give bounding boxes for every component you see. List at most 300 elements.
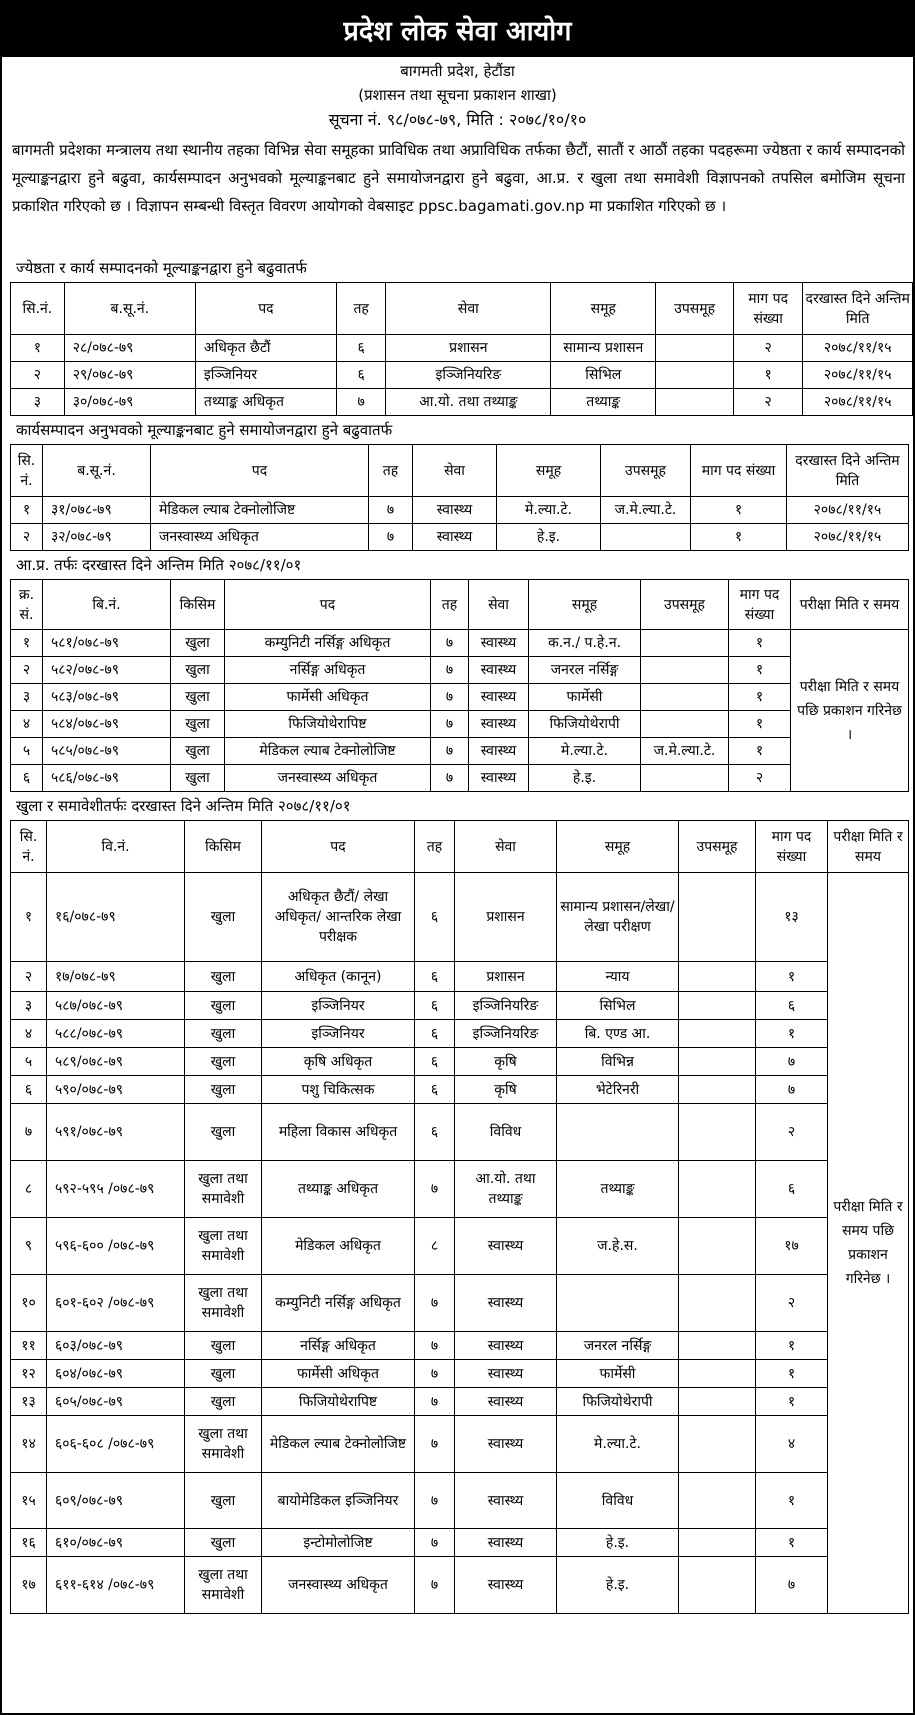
cell-subgroup: [679, 1473, 756, 1529]
cell-notice-no: ३२/०७८-७९: [43, 524, 151, 551]
cell-serial: १४: [11, 1416, 47, 1473]
cell-post: मेडिकल ल्याब टेक्नोलोजिष्ट: [225, 738, 431, 765]
cell-subgroup: [679, 1529, 756, 1557]
cell-service: स्वास्थ्य: [455, 1218, 557, 1275]
cell-post: अधिकृत (कानून): [262, 962, 415, 992]
col-header-service: सेवा: [469, 580, 529, 630]
cell-vacancies: ६: [756, 992, 828, 1020]
cell-notice-no: ३०/०७८-७९: [64, 389, 195, 416]
cell-post: बायोमेडिकल इञ्जिनियर: [262, 1473, 415, 1529]
cell-type: खुला: [185, 1048, 262, 1076]
cell-type: खुला: [185, 1104, 262, 1161]
cell-service: स्वास्थ्य: [469, 738, 529, 765]
cell-ad-no: ६०३/०७८-७९: [47, 1332, 185, 1360]
cell-level: ७: [431, 711, 469, 738]
col-header-service: सेवा: [455, 821, 557, 873]
cell-level: ७: [415, 1473, 455, 1529]
col-header-service: सेवा: [386, 283, 551, 335]
cell-group: सिभिल: [551, 362, 656, 389]
cell-subgroup: [679, 1076, 756, 1104]
cell-level: ७: [415, 1557, 455, 1614]
cell-service: स्वास्थ्य: [455, 1388, 557, 1416]
cell-type: खुला: [171, 657, 225, 684]
cell-ad-no: ५८९/०७८-७९: [47, 1048, 185, 1076]
cell-level: ७: [369, 524, 413, 551]
cell-type: खुला तथा समावेशी: [185, 1161, 262, 1218]
cell-type: खुला: [185, 1529, 262, 1557]
cell-level: ७: [415, 1529, 455, 1557]
cell-type: खुला: [185, 1473, 262, 1529]
cell-subgroup: [641, 684, 729, 711]
cell-serial: ११: [11, 1332, 47, 1360]
cell-vacancies: १: [729, 738, 791, 765]
cell-vacancies: १: [756, 962, 828, 992]
cell-post: तथ्याङ्क अधिकृत: [262, 1161, 415, 1218]
page-title: प्रदेश लोक सेवा आयोग: [2, 2, 913, 57]
cell-serial: ९: [11, 1218, 47, 1275]
col-header-vacancies: माग पद संख्या: [691, 445, 787, 497]
table-row: [11, 497, 909, 524]
cell-type: खुला तथा समावेशी: [185, 1275, 262, 1332]
cell-serial: १: [11, 873, 47, 962]
col-header-vacancies: माग पद संख्या: [733, 283, 803, 335]
cell-ad-no: १६/०७८-७९: [47, 873, 185, 962]
col-header-ad-no: बि.नं.: [43, 580, 171, 630]
cell-serial: १३: [11, 1388, 47, 1416]
cell-post: इञ्जिनियर: [262, 1020, 415, 1048]
table-row: [11, 1104, 909, 1161]
col-header-ad-no: वि.नं.: [47, 821, 185, 873]
cell-vacancies: ६: [756, 1161, 828, 1218]
cell-post: कम्युनिटी नर्सिङ्ग अधिकृत: [262, 1275, 415, 1332]
cell-subgroup: [656, 362, 734, 389]
cell-group: फिजियोथेरापी: [529, 711, 641, 738]
cell-serial: २: [11, 362, 65, 389]
cell-service: प्रशासन: [455, 962, 557, 992]
internal-competition-table: [10, 579, 909, 792]
cell-serial: २: [11, 524, 43, 551]
cell-type: खुला तथा समावेशी: [185, 1218, 262, 1275]
cell-serial: ५: [11, 1048, 47, 1076]
cell-service: आ.यो. तथा तथ्याङ्क: [386, 389, 551, 416]
cell-group: हे.इ.: [557, 1557, 679, 1614]
intro-paragraph: बागमती प्रदेशका मन्त्रालय तथा स्थानीय तहका विभिन्न सेवा समूहका प्राविधिक तथा अप्राविधिक तर्फका छैटौं, सातौं र आठौं तहका पदहरूमा ज्येष्ठता र कार्य सम्पादनको मूल्याङ्कनद्वारा हुने बढुवा, कार्यसम्पादन अनुभवको मूल्याङ्कनबाट हुने समायोजनद्वारा हुने बढुवा, आ.प्र. र खुला तथा समावेशी विज्ञापनको तपसिल बमोजिम सूचना प्रकाशित गरिएको छ । विज्ञापन सम्बन्धी विस्तृत विवरण आयोगको वेबसाइट ppsc.bagamati.gov.np मा प्रकाशित गरिएको छ ।: [12, 141, 905, 215]
cell-subgroup: [679, 962, 756, 992]
cell-serial: १: [11, 335, 65, 362]
cell-deadline: २०७८/११/१५: [803, 389, 913, 416]
open-inclusive-table: [10, 820, 909, 1614]
cell-vacancies: १: [733, 362, 803, 389]
cell-subgroup: [679, 873, 756, 962]
cell-post: नर्सिङ्ग अधिकृत: [262, 1332, 415, 1360]
cell-vacancies: १: [756, 1388, 828, 1416]
cell-serial: १६: [11, 1529, 47, 1557]
cell-level: ६: [415, 962, 455, 992]
cell-post: अधिकृत छैटौं/ लेखा अधिकृत/ आन्तरिक लेखा परीक्षक: [262, 873, 415, 962]
cell-level: ७: [369, 497, 413, 524]
table-row: [11, 1020, 909, 1048]
cell-subgroup: [679, 1416, 756, 1473]
cell-deadline: २०७८/११/१५: [803, 335, 913, 362]
cell-service: स्वास्थ्य: [469, 684, 529, 711]
cell-vacancies: २: [733, 389, 803, 416]
col-header-subgroup: उपसमूह: [656, 283, 734, 335]
cell-subgroup: [679, 992, 756, 1020]
cell-level: ७: [431, 684, 469, 711]
cell-serial: ४: [11, 1020, 47, 1048]
cell-ad-no: ५८७/०७८-७९: [47, 992, 185, 1020]
cell-serial: ३: [11, 684, 43, 711]
cell-level: ६: [415, 873, 455, 962]
cell-post: पशु चिकित्सक: [262, 1076, 415, 1104]
col-header-post: पद: [225, 580, 431, 630]
cell-service: प्रशासन: [386, 335, 551, 362]
cell-level: ७: [431, 630, 469, 657]
cell-subgroup: [656, 389, 734, 416]
cell-ad-no: ६११-६१४ /०७८-७९: [47, 1557, 185, 1614]
cell-service: इञ्जिनियरिङ: [455, 1020, 557, 1048]
cell-service: आ.यो. तथा तथ्याङ्क: [455, 1161, 557, 1218]
col-header-level: तह: [336, 283, 386, 335]
table-row: [11, 362, 913, 389]
section4-title: खुला र समावेशीतर्फः दरखास्त दिने अन्तिम मिति २०७८/११/०१: [16, 797, 351, 815]
cell-serial: ४: [11, 711, 43, 738]
adjustment-promotion-table: [10, 444, 909, 551]
cell-service: प्रशासन: [455, 873, 557, 962]
cell-subgroup: [679, 1360, 756, 1388]
cell-subgroup: [679, 1161, 756, 1218]
cell-serial: १५: [11, 1473, 47, 1529]
cell-post: मेडिकल अधिकृत: [262, 1218, 415, 1275]
cell-vacancies: १३: [756, 873, 828, 962]
cell-vacancies: १: [756, 1360, 828, 1388]
col-header-serial: सि. नं.: [11, 445, 43, 497]
cell-subgroup: ज.मे.ल्या.टे.: [601, 497, 691, 524]
cell-subgroup: [679, 1275, 756, 1332]
cell-type: खुला तथा समावेशी: [185, 1416, 262, 1473]
cell-subgroup: [679, 1218, 756, 1275]
cell-service: कृषि: [455, 1076, 557, 1104]
col-header-serial: सि. नं.: [11, 821, 47, 873]
office-branch: (प्रशासन तथा सूचना प्रकाशन शाखा): [358, 86, 557, 104]
cell-level: ७: [415, 1275, 455, 1332]
cell-type: खुला: [171, 738, 225, 765]
cell-type: खुला: [171, 765, 225, 792]
cell-service: स्वास्थ्य: [455, 1332, 557, 1360]
col-header-type: किसिम: [171, 580, 225, 630]
office-name: बागमती प्रदेश, हेटौंडा: [400, 62, 515, 80]
table-row: [11, 524, 909, 551]
col-header-serial: सि.नं.: [11, 283, 65, 335]
cell-group: मे.ल्या.टे.: [557, 1416, 679, 1473]
notice-header: [2, 59, 913, 132]
table-row: [11, 1048, 909, 1076]
cell-group: बि. एण्ड आ.: [557, 1020, 679, 1048]
col-header-type: किसिम: [185, 821, 262, 873]
table-row: [11, 1332, 909, 1360]
col-header-group: समूह: [551, 283, 656, 335]
cell-type: खुला: [185, 1332, 262, 1360]
col-header-exam-date: परीक्षा मिति र समय: [791, 580, 909, 630]
cell-level: ८: [415, 1218, 455, 1275]
cell-post: इञ्जिनियर: [262, 992, 415, 1020]
cell-vacancies: १: [729, 711, 791, 738]
cell-deadline: २०७८/११/१५: [803, 362, 913, 389]
cell-group: तथ्याङ्क: [551, 389, 656, 416]
cell-level: ६: [415, 1076, 455, 1104]
cell-notice-no: ३१/०७८-७९: [43, 497, 151, 524]
col-header-level: तह: [369, 445, 413, 497]
cell-type: खुला: [185, 1388, 262, 1416]
cell-type: खुला: [185, 1076, 262, 1104]
cell-type: खुला तथा समावेशी: [185, 1557, 262, 1614]
cell-ad-no: ६१०/०७८-७९: [47, 1529, 185, 1557]
cell-vacancies: १: [756, 1473, 828, 1529]
cell-group: न्याय: [557, 962, 679, 992]
cell-type: खुला: [171, 684, 225, 711]
section3-title: आ.प्र. तर्फः दरखास्त दिने अन्तिम मिति २०७८/११/०१: [16, 556, 302, 574]
cell-ad-no: ६०९/०७८-७९: [47, 1473, 185, 1529]
col-header-service: सेवा: [413, 445, 497, 497]
cell-vacancies: १: [729, 657, 791, 684]
cell-service: स्वास्थ्य: [469, 630, 529, 657]
cell-post: जनस्वास्थ्य अधिकृत: [151, 524, 369, 551]
cell-level: ६: [336, 362, 386, 389]
cell-vacancies: १: [756, 1332, 828, 1360]
exam-date-note: परीक्षा मिति र समय पछि प्रकाशन गरिनेछ ।: [791, 630, 909, 792]
table-row: [11, 992, 909, 1020]
section1-title: ज्येष्ठता र कार्य सम्पादनको मूल्याङ्कनद्वारा हुने बढुवातर्फ: [16, 259, 307, 277]
cell-post: कम्युनिटी नर्सिङ्ग अधिकृत: [225, 630, 431, 657]
cell-serial: ७: [11, 1104, 47, 1161]
table-row: [11, 389, 913, 416]
cell-post: नर्सिङ्ग अधिकृत: [225, 657, 431, 684]
cell-ad-no: ५८४/०७८-७९: [43, 711, 171, 738]
table-row: [11, 1529, 909, 1557]
cell-service: स्वास्थ्य: [455, 1529, 557, 1557]
table-header-row: [11, 283, 913, 335]
col-header-vacancies: माग पद संख्या: [729, 580, 791, 630]
cell-ad-no: ५९६-६०० /०७८-७९: [47, 1218, 185, 1275]
cell-vacancies: १: [729, 630, 791, 657]
cell-group: जनरल नर्सिङ्ग: [529, 657, 641, 684]
cell-ad-no: ५९०/०७८-७९: [47, 1076, 185, 1104]
cell-ad-no: ६०५/०७८-७९: [47, 1388, 185, 1416]
cell-post: महिला विकास अधिकृत: [262, 1104, 415, 1161]
cell-ad-no: ५८१/०७८-७९: [43, 630, 171, 657]
cell-level: ७: [431, 738, 469, 765]
cell-ad-no: ५८३/०७८-७९: [43, 684, 171, 711]
cell-type: खुला: [185, 873, 262, 962]
cell-subgroup: [679, 1020, 756, 1048]
cell-serial: १०: [11, 1275, 47, 1332]
cell-post: मेडिकल ल्याब टेक्नोलोजिष्ट: [262, 1416, 415, 1473]
col-header-subgroup: उपसमूह: [601, 445, 691, 497]
cell-ad-no: ६०४/०७८-७९: [47, 1360, 185, 1388]
cell-post: फार्मेसी अधिकृत: [262, 1360, 415, 1388]
cell-group: भेटेरिनरी: [557, 1076, 679, 1104]
cell-subgroup: [601, 524, 691, 551]
table-row: [11, 1416, 909, 1473]
col-header-post: पद: [262, 821, 415, 873]
cell-deadline: २०७८/११/१५: [787, 524, 909, 551]
cell-type: खुला: [185, 1360, 262, 1388]
col-header-level: तह: [415, 821, 455, 873]
cell-group: फार्मेसी: [529, 684, 641, 711]
table-row: [11, 765, 909, 792]
col-header-deadline: दरखास्त दिने अन्तिम मिति: [803, 283, 913, 335]
table-row: [11, 1161, 909, 1218]
cell-vacancies: १: [756, 1020, 828, 1048]
cell-ad-no: ६०६-६०८ /०७८-७९: [47, 1416, 185, 1473]
cell-subgroup: [679, 1332, 756, 1360]
cell-service: इञ्जिनियरिङ: [386, 362, 551, 389]
cell-type: खुला: [185, 962, 262, 992]
cell-subgroup: [679, 1104, 756, 1161]
cell-subgroup: [641, 711, 729, 738]
cell-serial: २: [11, 657, 43, 684]
col-header-group: समूह: [497, 445, 601, 497]
cell-post: फार्मेसी अधिकृत: [225, 684, 431, 711]
cell-subgroup: [679, 1557, 756, 1614]
cell-group: ज.हे.स.: [557, 1218, 679, 1275]
cell-post: फिजियोथेरापिष्ट: [262, 1388, 415, 1416]
cell-ad-no: १७/०७८-७९: [47, 962, 185, 992]
cell-ad-no: ५८८/०७८-७९: [47, 1020, 185, 1048]
cell-post: तथ्याङ्क अधिकृत: [195, 389, 336, 416]
cell-vacancies: १: [691, 497, 787, 524]
col-header-notice-no: ब.सू.नं.: [43, 445, 151, 497]
cell-level: ७: [415, 1161, 455, 1218]
table-row: [11, 873, 909, 962]
cell-type: खुला: [185, 992, 262, 1020]
cell-level: ७: [431, 657, 469, 684]
cell-serial: ३: [11, 992, 47, 1020]
cell-group: [557, 1104, 679, 1161]
cell-serial: २: [11, 962, 47, 992]
cell-vacancies: १७: [756, 1218, 828, 1275]
cell-post: इञ्जिनियर: [195, 362, 336, 389]
table-row: [11, 1473, 909, 1529]
cell-level: ६: [415, 1104, 455, 1161]
cell-level: ६: [415, 992, 455, 1020]
cell-subgroup: [641, 630, 729, 657]
cell-group: विविध: [557, 1473, 679, 1529]
cell-group: क.न./ प.हे.न.: [529, 630, 641, 657]
cell-group: जनरल नर्सिङ्ग: [557, 1332, 679, 1360]
cell-group: हे.इ.: [529, 765, 641, 792]
cell-service: इञ्जिनियरिङ: [455, 992, 557, 1020]
cell-serial: ५: [11, 738, 43, 765]
cell-vacancies: १: [756, 1529, 828, 1557]
cell-vacancies: २: [733, 335, 803, 362]
notice-number: सूचना नं. ९८/०७८-७९, मिति : २०७८/१०/१०: [328, 110, 587, 129]
cell-ad-no: ५९२-५९५ /०७८-७९: [47, 1161, 185, 1218]
col-header-serial: क्र. सं.: [11, 580, 43, 630]
cell-subgroup: [679, 1388, 756, 1416]
table-row: [11, 335, 913, 362]
cell-vacancies: २: [756, 1275, 828, 1332]
cell-post: जनस्वास्थ्य अधिकृत: [262, 1557, 415, 1614]
cell-service: स्वास्थ्य: [455, 1416, 557, 1473]
cell-vacancies: ७: [756, 1048, 828, 1076]
table-row: [11, 1076, 909, 1104]
cell-vacancies: ७: [756, 1076, 828, 1104]
table-row: [11, 711, 909, 738]
cell-serial: १: [11, 497, 43, 524]
cell-level: ७: [415, 1416, 455, 1473]
col-header-level: तह: [431, 580, 469, 630]
table-row: [11, 738, 909, 765]
cell-post: कृषि अधिकृत: [262, 1048, 415, 1076]
cell-service: स्वास्थ्य: [469, 711, 529, 738]
cell-level: ७: [415, 1388, 455, 1416]
cell-service: स्वास्थ्य: [413, 524, 497, 551]
cell-service: स्वास्थ्य: [469, 657, 529, 684]
cell-serial: ६: [11, 1076, 47, 1104]
cell-group: तथ्याङ्क: [557, 1161, 679, 1218]
cell-service: स्वास्थ्य: [455, 1275, 557, 1332]
table-row: [11, 1275, 909, 1332]
cell-group: फार्मेसी: [557, 1360, 679, 1388]
cell-service: स्वास्थ्य: [455, 1360, 557, 1388]
cell-post: मेडिकल ल्याब टेक्नोलोजिष्ट: [151, 497, 369, 524]
table-row: [11, 657, 909, 684]
cell-level: ७: [415, 1360, 455, 1388]
cell-group: मे.ल्या.टे.: [529, 738, 641, 765]
cell-service: स्वास्थ्य: [469, 765, 529, 792]
table-row: [11, 962, 909, 992]
cell-level: ६: [336, 335, 386, 362]
cell-post: इन्टोमोलोजिष्ट: [262, 1529, 415, 1557]
cell-notice-no: २८/०७८-७९: [64, 335, 195, 362]
cell-group: [557, 1275, 679, 1332]
cell-service: स्वास्थ्य: [455, 1473, 557, 1529]
cell-post: फिजियोथेरापिष्ट: [225, 711, 431, 738]
col-header-notice-no: ब.सू.नं.: [64, 283, 195, 335]
cell-subgroup: [656, 335, 734, 362]
cell-service: विविध: [455, 1104, 557, 1161]
cell-level: ७: [415, 1332, 455, 1360]
col-header-subgroup: उपसमूह: [641, 580, 729, 630]
cell-serial: १७: [11, 1557, 47, 1614]
cell-serial: १: [11, 630, 43, 657]
seniority-promotion-table: [10, 282, 913, 416]
cell-subgroup: [679, 1048, 756, 1076]
cell-group: सिभिल: [557, 992, 679, 1020]
cell-group: सामान्य प्रशासन/लेखा/ लेखा परीक्षण: [557, 873, 679, 962]
cell-serial: ८: [11, 1161, 47, 1218]
exam-date-note: परीक्षा मिति र समय पछि प्रकाशन गरिनेछ ।: [828, 873, 909, 1614]
cell-group: हे.इ.: [557, 1529, 679, 1557]
cell-service: स्वास्थ्य: [413, 497, 497, 524]
col-header-vacancies: माग पद संख्या: [756, 821, 828, 873]
table-header-row: [11, 445, 909, 497]
cell-notice-no: २९/०७८-७९: [64, 362, 195, 389]
table-header-row: [11, 821, 909, 873]
col-header-deadline: दरखास्त दिने अन्तिम मिति: [787, 445, 909, 497]
cell-level: ६: [415, 1048, 455, 1076]
table-header-row: [11, 580, 909, 630]
table-row: [11, 630, 909, 657]
cell-ad-no: ५८२/०७८-७९: [43, 657, 171, 684]
cell-level: ७: [336, 389, 386, 416]
col-header-subgroup: उपसमूह: [679, 821, 756, 873]
cell-vacancies: २: [729, 765, 791, 792]
cell-subgroup: ज.मे.ल्या.टे.: [641, 738, 729, 765]
cell-type: खुला: [171, 711, 225, 738]
col-header-post: पद: [151, 445, 369, 497]
